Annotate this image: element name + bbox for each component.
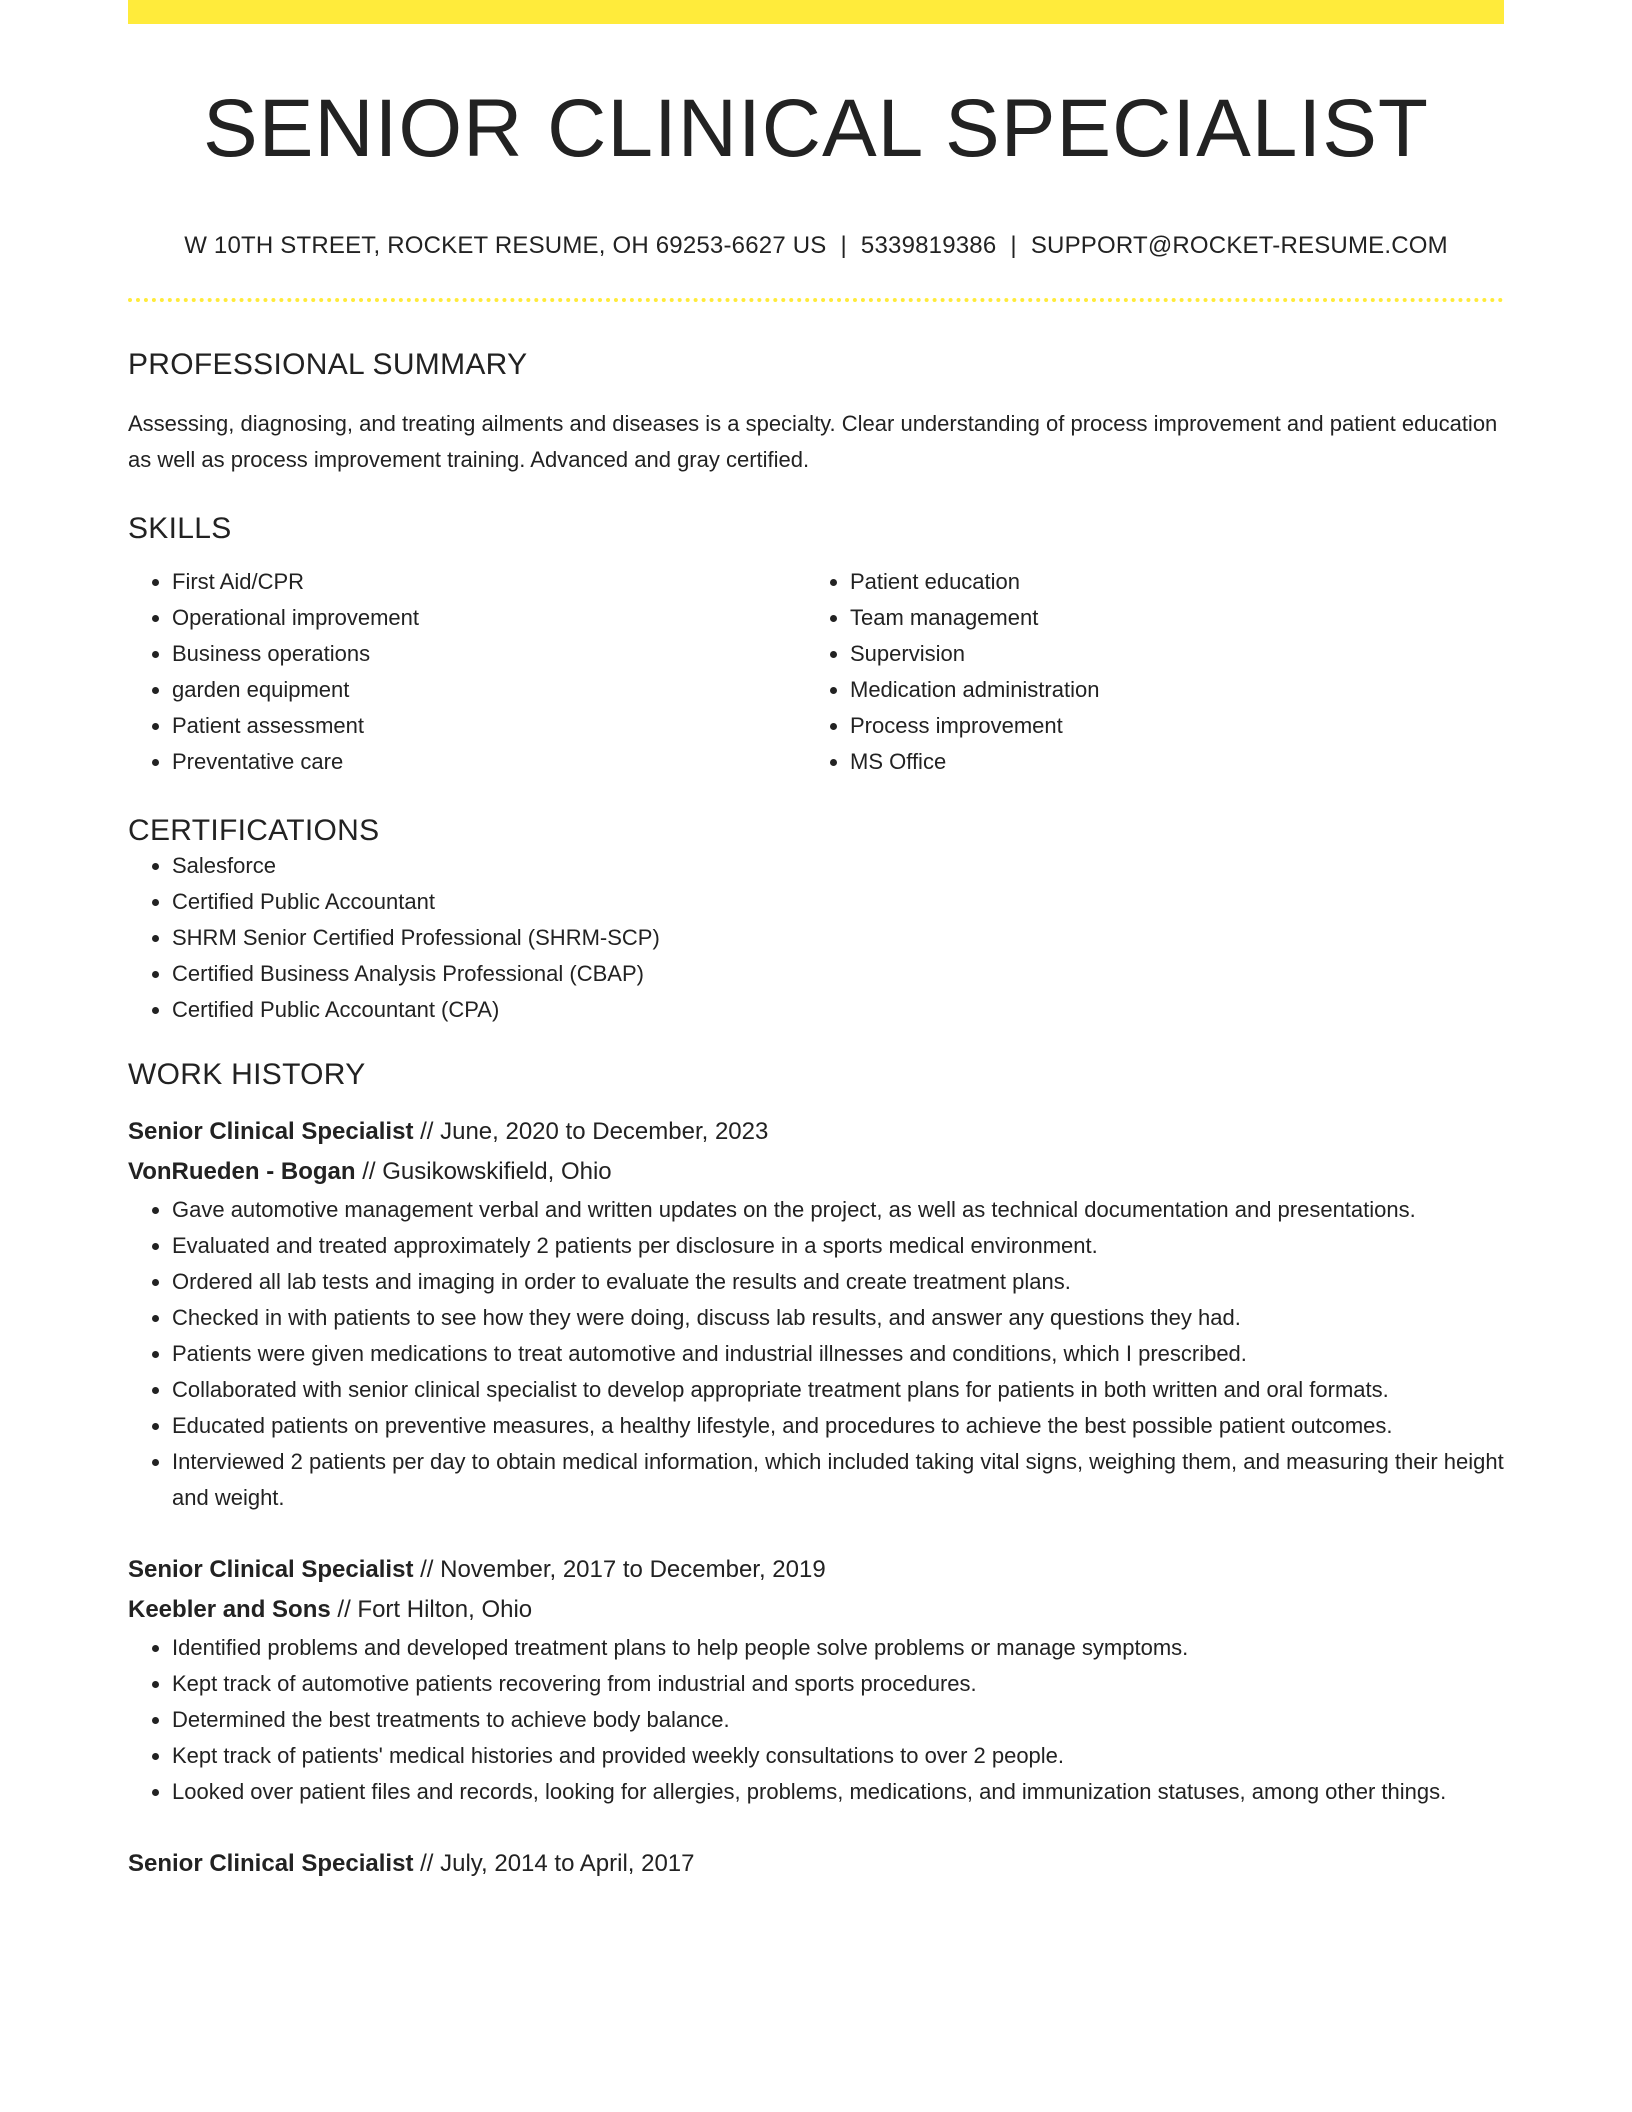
skills-list-left xyxy=(128,564,806,780)
skill-item: • garden equipment xyxy=(172,672,806,708)
skill-item: • Operational improvement xyxy=(172,600,806,636)
skills-grid xyxy=(128,564,1504,780)
job-dates: // November, 2017 to December, 2019 xyxy=(413,1556,826,1584)
certifications-list xyxy=(128,848,1504,1028)
work-history-list xyxy=(128,1112,1504,1884)
resume-page xyxy=(128,0,1504,1884)
summary-heading: PROFESSIONAL SUMMARY xyxy=(128,348,528,382)
job-bullet: • Determined the best treatments to achieve body balance. xyxy=(172,1702,1504,1738)
skill-item: • MS Office xyxy=(850,744,1484,780)
contact-line xyxy=(128,232,1504,260)
contact-separator: | xyxy=(1010,232,1017,260)
certification-item: • SHRM Senior Certified Professional (SHRM-SCP) xyxy=(172,920,1504,956)
skills-list-right xyxy=(806,564,1484,780)
job-bullets xyxy=(128,1192,1504,1516)
job-bullet: • Checked in with patients to see how they were doing, discuss lab results, and answer any questions they had. xyxy=(172,1300,1504,1336)
job-bullet: • Gave automotive management verbal and written updates on the project, as well as technical documentation and presentations. xyxy=(172,1192,1504,1228)
job-company: VonRueden - Bogan xyxy=(128,1158,356,1186)
job-bullet: • Interviewed 2 patients per day to obtain medical information, which included taking vital signs, weighing them, and measuring their height and weight. xyxy=(172,1444,1504,1516)
skill-item: • Medication administration xyxy=(850,672,1484,708)
certifications-heading: CERTIFICATIONS xyxy=(128,814,380,848)
contact-email: SUPPORT@ROCKET-RESUME.COM xyxy=(1030,232,1448,260)
job-bullet: • Ordered all lab tests and imaging in order to evaluate the results and create treatment plans. xyxy=(172,1264,1504,1300)
resume-title: SENIOR CLINICAL SPECIALIST xyxy=(203,83,1429,174)
job-dates: // June, 2020 to December, 2023 xyxy=(413,1118,769,1146)
job-entry xyxy=(128,1112,1504,1516)
contact-address: W 10TH STREET, ROCKET RESUME, OH 69253-6627 US xyxy=(184,232,827,260)
accent-top-bar xyxy=(128,0,1504,24)
job-bullet: • Looked over patient files and records, looking for allergies, problems, medications, and immunization statuses, among other things. xyxy=(172,1774,1504,1810)
job-company: Keebler and Sons xyxy=(128,1596,331,1624)
certification-item: • Salesforce xyxy=(172,848,1504,884)
job-company-line xyxy=(128,1590,1504,1630)
work-history-heading: WORK HISTORY xyxy=(128,1058,366,1092)
job-entry xyxy=(128,1844,1504,1884)
contact-separator: | xyxy=(840,232,847,260)
contact-phone: 5339819386 xyxy=(860,232,997,260)
skills-heading: SKILLS xyxy=(128,512,232,546)
job-dates: // July, 2014 to April, 2017 xyxy=(413,1850,695,1878)
certification-item: • Certified Public Accountant xyxy=(172,884,1504,920)
certification-item: • Certified Business Analysis Professional (CBAP) xyxy=(172,956,1504,992)
certification-item: • Certified Public Accountant (CPA) xyxy=(172,992,1504,1028)
skill-item: • First Aid/CPR xyxy=(172,564,806,600)
job-location: // Gusikowskifield, Ohio xyxy=(355,1158,612,1186)
skills-column-left xyxy=(128,564,806,780)
skill-item: • Patient education xyxy=(850,564,1484,600)
job-bullet: • Patients were given medications to treat automotive and industrial illnesses and conditions, which I prescribed. xyxy=(172,1336,1504,1372)
skill-item: • Business operations xyxy=(172,636,806,672)
skill-item: • Process improvement xyxy=(850,708,1484,744)
job-title-line xyxy=(128,1844,1504,1884)
job-location: // Fort Hilton, Ohio xyxy=(330,1596,533,1624)
job-entry xyxy=(128,1550,1504,1810)
job-title-line xyxy=(128,1112,1504,1152)
skill-item: • Preventative care xyxy=(172,744,806,780)
job-bullet: • Kept track of automotive patients recovering from industrial and sports procedures. xyxy=(172,1666,1504,1702)
skill-item: • Patient assessment xyxy=(172,708,806,744)
job-bullet: • Evaluated and treated approximately 2 patients per disclosure in a sports medical environment. xyxy=(172,1228,1504,1264)
job-company-line xyxy=(128,1152,1504,1192)
summary-text: Assessing, diagnosing, and treating ailments and diseases is a specialty. Clear understanding of process improvement and patient education as well as process improvement training. Advanced and gray certified. xyxy=(128,411,1498,473)
skill-item: • Team management xyxy=(850,600,1484,636)
job-title: Senior Clinical Specialist xyxy=(128,1850,414,1878)
skills-column-right xyxy=(806,564,1484,780)
job-bullet: • Identified problems and developed treatment plans to help people solve problems or manage symptoms. xyxy=(172,1630,1504,1666)
job-title: Senior Clinical Specialist xyxy=(128,1118,414,1146)
job-bullet: • Kept track of patients' medical histories and provided weekly consultations to over 2 people. xyxy=(172,1738,1504,1774)
job-title-line xyxy=(128,1550,1504,1590)
job-bullets xyxy=(128,1630,1504,1810)
skill-item: • Supervision xyxy=(850,636,1484,672)
job-bullet: • Educated patients on preventive measures, a healthy lifestyle, and procedures to achieve the best possible patient outcomes. xyxy=(172,1408,1504,1444)
job-title: Senior Clinical Specialist xyxy=(128,1556,414,1584)
job-bullet: • Collaborated with senior clinical specialist to develop appropriate treatment plans for patients in both written and oral formats. xyxy=(172,1372,1504,1408)
dotted-divider xyxy=(128,298,1504,302)
